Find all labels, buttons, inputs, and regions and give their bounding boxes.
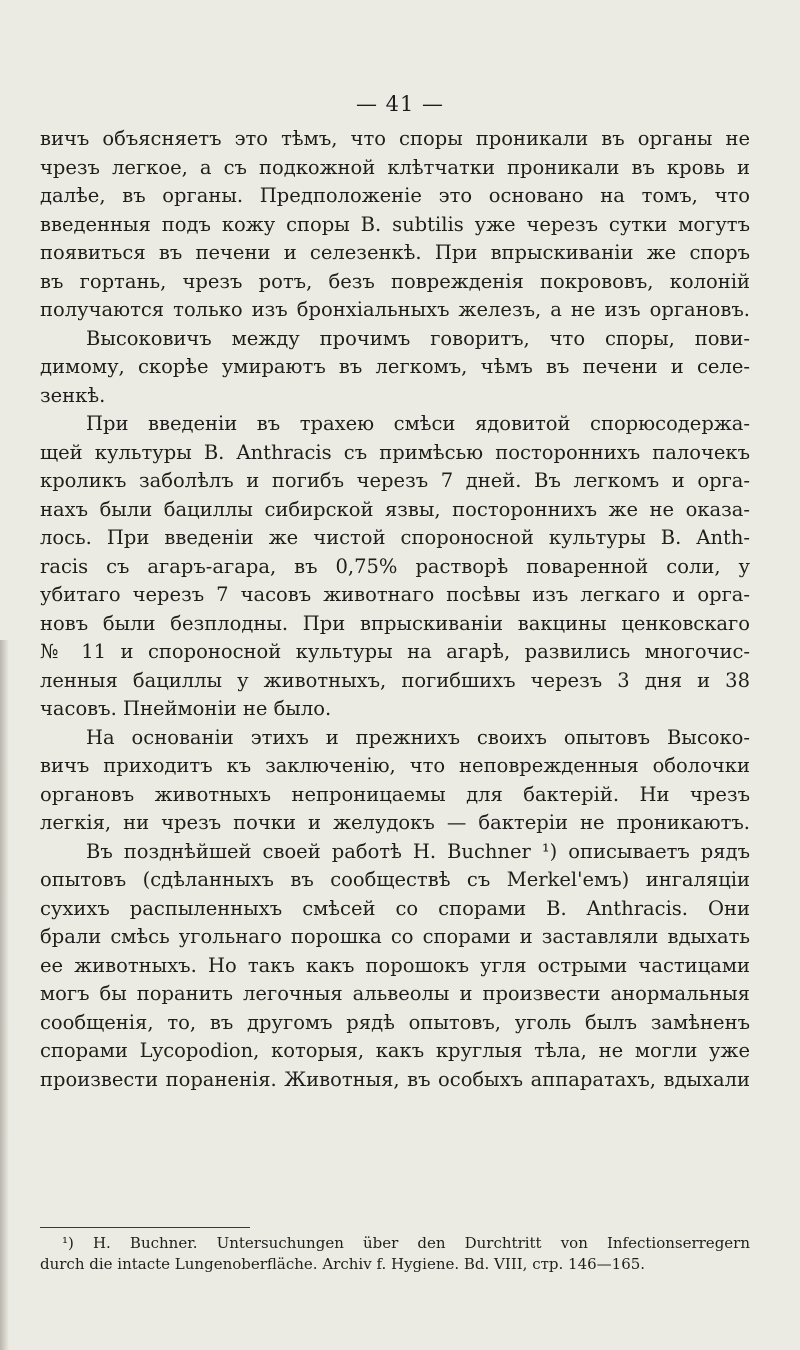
- text-line: Высоковичъ между прочимъ говоритъ, что споры, пови-: [86, 326, 750, 350]
- text-line: далѣе, въ органы. Предположеніе это основано на томъ, что: [40, 184, 750, 207]
- text-line: въ гортань, чрезъ ротъ, безъ поврежденія покрововъ, колоній: [40, 269, 750, 293]
- text-line: могъ бы поранить легочныя альвеолы и произвести анормальныя: [40, 982, 750, 1005]
- text-line: убитаго черезъ 7 часовъ животнаго посѣвы изъ легкаго и орга-: [40, 583, 750, 606]
- text-line: органовъ животныхъ непроницаемы для бактерій. Ни чрезъ: [40, 782, 750, 806]
- text-line: получаются только изъ бронхіальныхъ железъ, а не изъ органовъ.: [40, 298, 750, 321]
- text-line: № 11 и спороносной культуры на агарѣ, развились многочис-: [40, 640, 750, 663]
- page-edge-shadow: [0, 640, 9, 1350]
- text-line: ленныя бациллы у животныхъ, погибшихъ черезъ 3 дня и 38: [40, 668, 750, 692]
- footnote-line: ¹) H. Buchner. Untersuchungen über den Durchtritt von Infectionserregern: [62, 1234, 750, 1252]
- text-line: кроликъ заболѣлъ и погибъ черезъ 7 дней. Въ легкомъ и орга-: [40, 469, 750, 492]
- footnote: [40, 1233, 750, 1275]
- body-text: [40, 125, 750, 1094]
- page-number: — 41 —: [355, 92, 445, 116]
- text-line: щей культуры B. Anthracis съ примѣсью постороннихъ палочекъ: [40, 440, 750, 464]
- text-line: появиться въ печени и селезенкѣ. При впрыскиваніи же споръ: [40, 241, 750, 264]
- text-line: часовъ. Пнеймоніи не было.: [40, 697, 332, 720]
- footnote-line: durch die intacte Lungenoberfläche. Archiv f. Hygiene. Bd. VIII, стр. 146—165.: [40, 1255, 646, 1273]
- text-line: димому, скорѣе умираютъ въ легкомъ, чѣмъ въ печени и селе-: [40, 355, 750, 378]
- text-line: зенкѣ.: [40, 383, 106, 407]
- text-line: Въ позднѣйшей своей работѣ H. Buchner ¹) описываетъ рядъ: [86, 839, 750, 863]
- text-line: чрезъ легкое, а съ подкожной клѣтчатки проникали въ кровь и: [40, 155, 750, 179]
- footnote-separator: [40, 1227, 250, 1228]
- text-line: легкія, ни чрезъ почки и желудокъ — бактеріи не проникаютъ.: [40, 811, 750, 834]
- text-line: При введеніи въ трахею смѣси ядовитой спорюсодержа-: [86, 412, 750, 435]
- text-line: спорами Lycopodion, которыя, какъ круглыя тѣла, не могли уже: [40, 1039, 750, 1062]
- text-line: сообщенія, то, въ другомъ рядѣ опытовъ, уголь былъ замѣненъ: [40, 1010, 750, 1034]
- text-line: новъ были безплодны. При впрыскиваніи вакцины ценковскаго: [40, 611, 750, 635]
- text-line: введенныя подъ кожу споры B. subtilis уже черезъ сутки могутъ: [40, 212, 750, 236]
- text-line: опытовъ (сдѣланныхъ въ сообществѣ съ Merkel'емъ) ингаляціи: [40, 868, 750, 891]
- text-line: произвести пораненія. Животныя, въ особыхъ аппаратахъ, вдыхали: [40, 1067, 750, 1091]
- text-line: ее животныхъ. Но такъ какъ порошокъ угля острыми частицами: [40, 953, 750, 977]
- text-line: лось. При введеніи же чистой спороносной культуры B. Anth-: [40, 526, 750, 549]
- text-line: вичъ объясняетъ это тѣмъ, что споры проникали въ органы не: [40, 127, 750, 150]
- text-line: брали смѣсь угольнаго порошка со спорами и заставляли вдыхать: [40, 925, 750, 948]
- text-line: На основаніи этихъ и прежнихъ своихъ опытовъ Высоко-: [86, 725, 750, 749]
- text-line: вичъ приходитъ къ заключенію, что неповрежденныя оболочки: [40, 754, 750, 777]
- text-line: сухихъ распыленныхъ смѣсей со спорами B. Anthracis. Они: [40, 896, 750, 920]
- text-line: нахъ были бациллы сибирской язвы, постороннихъ же не оказа-: [40, 497, 750, 521]
- text-line: racis съ агаръ-агара, въ 0,75% растворѣ поваренной соли, у: [40, 554, 750, 578]
